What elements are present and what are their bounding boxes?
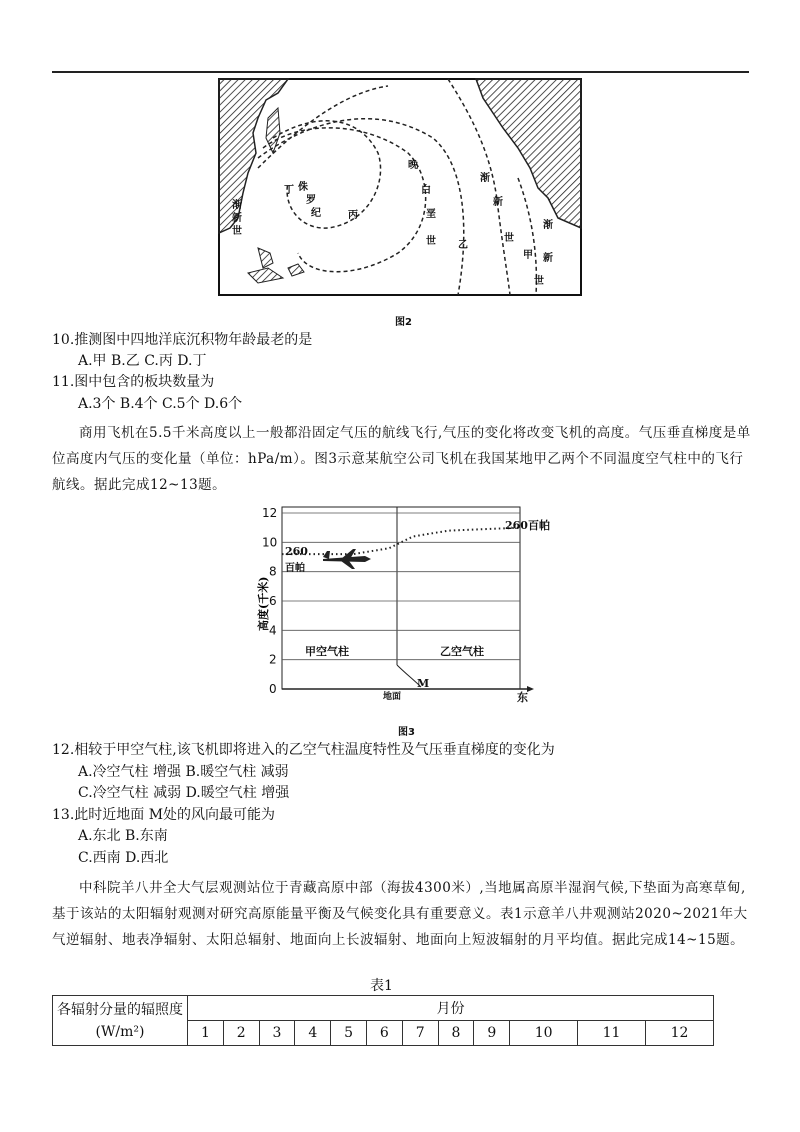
table-month-cell: 11 bbox=[578, 1021, 646, 1046]
x-axis-label: 东 bbox=[517, 691, 528, 704]
point-m-label: M bbox=[417, 677, 430, 690]
figure-caption: 图3 bbox=[398, 727, 415, 738]
map-label: 世 bbox=[232, 226, 242, 237]
table-month-cell: 12 bbox=[646, 1021, 714, 1046]
top-rule bbox=[52, 71, 749, 73]
flight-route-chart bbox=[255, 503, 550, 715]
y-tick-label: 10 bbox=[262, 535, 278, 550]
map-label: 世 bbox=[426, 236, 436, 247]
question-10-options: A.甲 B.乙 C.丙 D.丁 bbox=[78, 353, 207, 369]
passage-12-13: 商用飞机在5.5千米高度以上一般都沿固定气压的航线飞行,气压的变化将改变飞机的高度。气压垂直梯度是单位高度内气压的变化量（单位：hPa/m）。图3示意某航空公司飞机在我国某地甲乙两个不同温度空气柱中的飞行航线。据此完成12~13题。 bbox=[52, 425, 751, 493]
table-month-cell: 2 bbox=[223, 1021, 259, 1046]
table-month-cell: 10 bbox=[510, 1021, 578, 1046]
table-month-cell: 6 bbox=[366, 1021, 402, 1046]
flight-route-line bbox=[282, 528, 520, 554]
map-label: 罗 bbox=[306, 195, 316, 206]
table-month-cell: 3 bbox=[259, 1021, 295, 1046]
map-label: 渐 bbox=[232, 200, 242, 211]
map-label: 晚 bbox=[408, 160, 418, 171]
question-13-options-ab: A.东北 B.东南 bbox=[78, 828, 168, 844]
table-month-cell: 8 bbox=[438, 1021, 474, 1046]
left-pressure-unit: 百帕 bbox=[285, 563, 305, 574]
map-label: 渐 bbox=[480, 173, 490, 184]
table-month-cell: 7 bbox=[402, 1021, 438, 1046]
map-label: 新 bbox=[543, 253, 553, 264]
table-month-cell: 4 bbox=[295, 1021, 331, 1046]
y-axis-label: 高度(千米) bbox=[257, 576, 270, 631]
map-label: 新 bbox=[493, 197, 503, 208]
question-12-stem: 12.相较于甲空气柱,该飞机即将进入的乙空气柱温度特性及气压垂直梯度的变化为 bbox=[52, 742, 555, 758]
passage-14-15: 中科院羊八井全大气层观测站位于青藏高原中部（海拔4300米）,当地属高原半湿润气候,下垫面为高寒草甸,基于该站的太阳辐射观测对研究高原能量平衡及气候变化具有重要意义。表1示意羊八井观测站2020~2021年大气逆辐射、地表净辐射、太阳总辐射、地面向上长波辐射、地面向上短波辐射的月平均值。据此完成14~15题。 bbox=[52, 880, 748, 948]
y-tick-label: 8 bbox=[269, 564, 277, 579]
y-tick-label: 0 bbox=[269, 682, 277, 696]
map-label: 世 bbox=[504, 233, 514, 244]
column-b-label: 乙空气柱 bbox=[440, 645, 484, 658]
map-label-bing: 丙 bbox=[348, 210, 358, 221]
map-label: 白 bbox=[421, 185, 431, 196]
map-label-yi: 乙 bbox=[458, 240, 468, 251]
map-label: 垩 bbox=[426, 209, 436, 220]
y-tick-label: 12 bbox=[262, 506, 278, 520]
question-13-options-cd: C.西南 D.西北 bbox=[78, 850, 169, 866]
table-month-cell: 9 bbox=[474, 1021, 510, 1046]
map-label: 新 bbox=[232, 213, 242, 224]
figure-caption: 图2 bbox=[395, 317, 412, 328]
radiation-table bbox=[52, 995, 714, 1046]
map-label: 侏 bbox=[298, 182, 308, 193]
y-tick-label: 6 bbox=[269, 594, 277, 608]
y-tick-label: 4 bbox=[269, 623, 277, 638]
map-label: 渐 bbox=[543, 220, 553, 231]
map-label-ding: 丁 bbox=[284, 185, 294, 196]
column-a-label: 甲空气柱 bbox=[305, 645, 349, 658]
question-11-stem: 11.图中包含的板块数量为 bbox=[52, 374, 215, 390]
table-caption: 表1 bbox=[370, 978, 393, 994]
table-header-month: 月份 bbox=[188, 996, 714, 1021]
left-pressure-value: 260 bbox=[285, 545, 308, 558]
question-12-options-cd: C.冷空气柱 减弱 D.暖空气柱 增强 bbox=[78, 785, 290, 801]
table-month-cell: 5 bbox=[331, 1021, 367, 1046]
right-pressure-label: 260百帕 bbox=[505, 519, 550, 532]
map-label: 纪 bbox=[311, 208, 321, 219]
question-10-stem: 10.推测图中四地洋底沉积物年龄最老的是 bbox=[52, 332, 313, 348]
question-12-options-ab: A.冷空气柱 增强 B.暖空气柱 减弱 bbox=[78, 764, 289, 780]
table-month-cell: 1 bbox=[188, 1021, 224, 1046]
table-header-radiation: 各辐射分量的辐照度(W/m²) bbox=[53, 996, 188, 1046]
map-label: 世 bbox=[534, 276, 544, 287]
question-13-stem: 13.此时近地面 M处的风向最可能为 bbox=[52, 807, 276, 823]
question-11-options: A.3个 B.4个 C.5个 D.6个 bbox=[78, 396, 243, 412]
y-tick-label: 2 bbox=[269, 652, 277, 667]
ocean-floor-map bbox=[218, 78, 582, 296]
ground-label: 地面 bbox=[383, 692, 402, 702]
map-label-jia: 甲 bbox=[523, 250, 533, 261]
